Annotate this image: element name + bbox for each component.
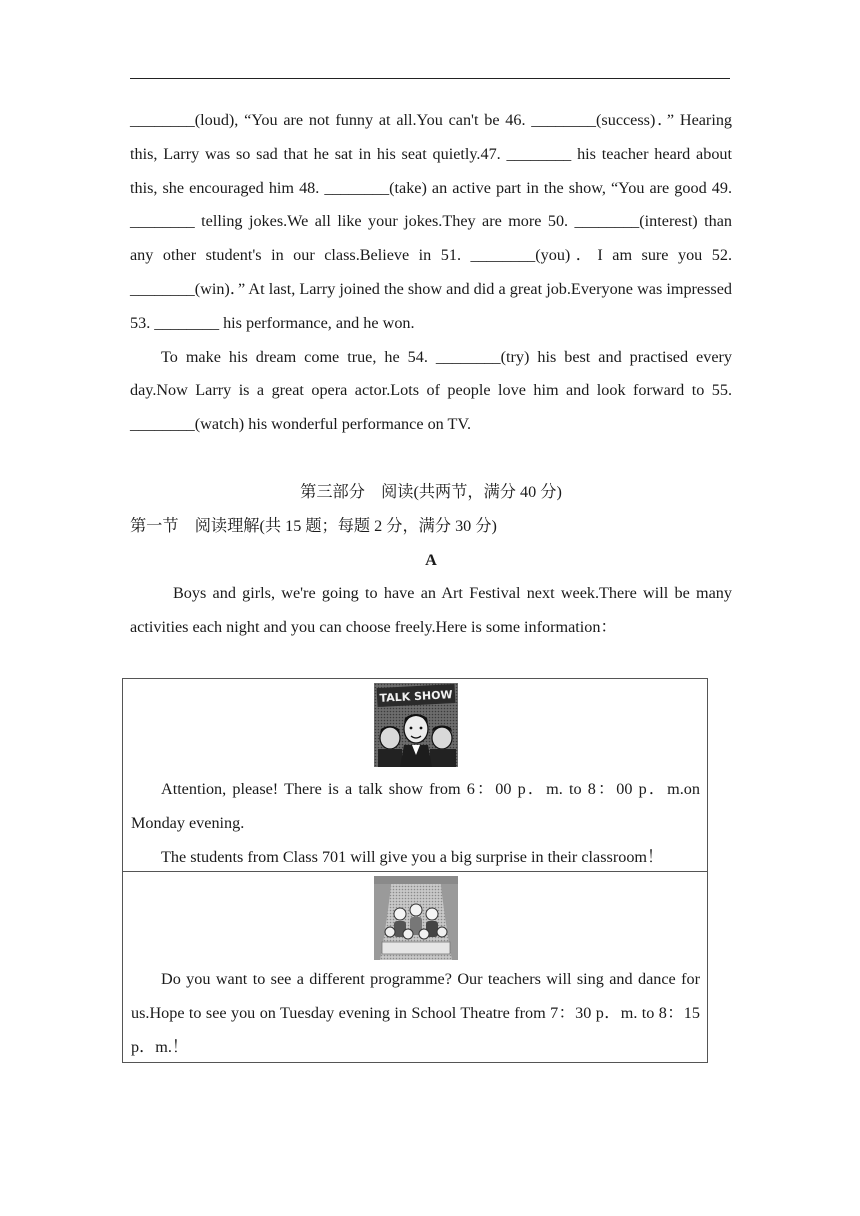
passage-intro-text: Boys and girls, we're going to have an Art Festival next week.There will be many activities each night and you can choose freely.Here is some information： (130, 584, 732, 636)
talk-show-cell (123, 679, 707, 871)
teachers-show-cell (123, 871, 707, 1062)
activity-table (122, 678, 708, 1063)
cloze-line-1: ________(loud), “You are not funny at all.You can't be 46. ________(success)．” (130, 111, 675, 129)
header-rule (130, 78, 730, 79)
talk-show-image-caption: TALK SHOW (378, 688, 453, 705)
cloze-passage (130, 104, 732, 442)
sub-section-title: 第一节 阅读理解(共 15 题；每题 2 分，满分 30 分) (130, 516, 497, 535)
teachers-show-info: Do you want to see a different programme? Our teachers will sing and dance for us.Hope to see you on Tuesday evening in School Theatre from 7：30 p．m. to 8：15 p．m.！ (131, 970, 700, 1056)
passage-label: A (425, 550, 437, 569)
cloze-paragraph-2: To make his dream come true, he 54. ________(try) his best and practised every day.Now Larry is a great opera actor.Lots of people love him and look forward to 55. ________(watch) his wonderful performance on TV. (130, 347, 732, 434)
talk-show-image (374, 683, 458, 767)
part-title: 第三部分 阅读(共两节，满分 40 分) (300, 483, 562, 501)
cloze-line-2: Hearing this, Larry was so sad that he sat in his seat quietly.47. ________ his teacher heard about this, she encouraged him 48. ________(take) an active part in the show, “You are good 49. ________ telling jokes.We all like your jokes.They are more 50. ________(interest) than any other student's in our class.Believe in 51. ________(you)．I am sure you 52. ________(win)．” At last, Larry joined the show and did a great job.Everyone was impressed 53. ________ his performance, and he won. (130, 111, 733, 332)
talk-show-info: Attention, please! There is a talk show from 6：00 p．m. to 8：00 p．m.on Monday evening. (131, 780, 700, 832)
talk-show-surprise: The students from Class 701 will give you a big surprise in their classroom！ (161, 847, 664, 866)
passage-intro (130, 577, 732, 645)
reading-section-header (130, 476, 732, 577)
cloze-paragraph-1 (130, 104, 732, 341)
teachers-show-image (374, 876, 458, 960)
